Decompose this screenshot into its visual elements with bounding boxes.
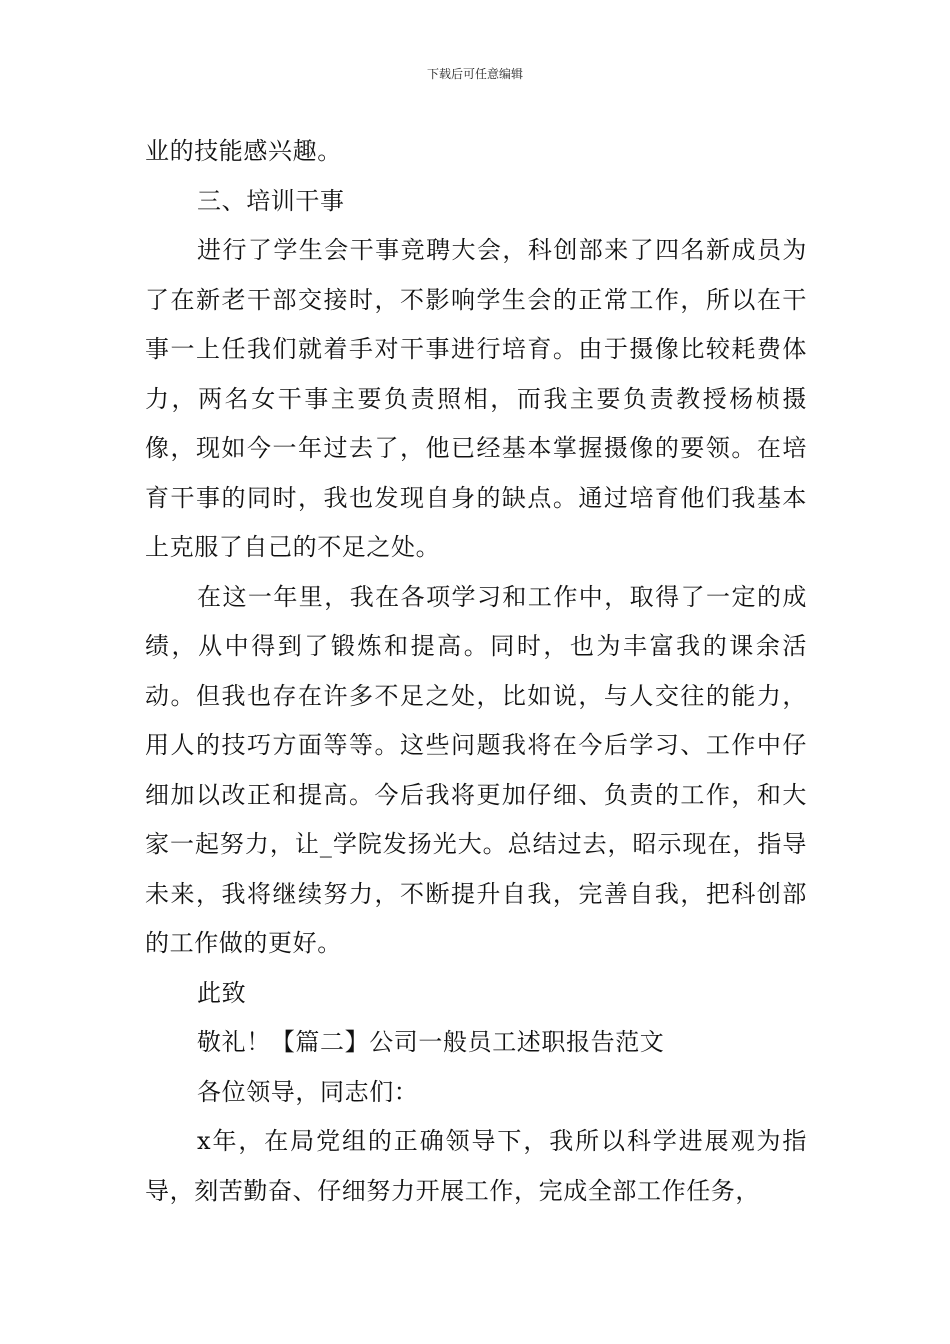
document-body bbox=[145, 127, 807, 1216]
page-header: 下载后可任意编辑 bbox=[426, 67, 523, 81]
paragraph-report-intro: x年，在局党组的正确领导下，我所以科学进展观为指导，刻苦勤奋、仔细努力开展工作，完成全部工作任务， bbox=[145, 1127, 807, 1205]
closing-salutation: 此致 bbox=[197, 978, 247, 1007]
greeting-line: 各位领导，同志们： bbox=[197, 1077, 419, 1106]
paragraph-continuation: 业的技能感兴趣。 bbox=[145, 137, 342, 165]
paragraph-training: 进行了学生会干事竞聘大会，科创部来了四名新成员为了在新老干部交接时，不影响学生会的正常工作，所以在干事一上任我们就着手对干事进行培育。由于摄像比较耗费体力，两名女干事主要负责照相，而我主要负责教授杨桢摄像，现如今一年过去了，他已经基本掌握摄像的要领。在培育干事的同时，我也发现自身的缺点。通过培育他们我基本上克服了自己的不足之处。 bbox=[145, 236, 807, 561]
section-heading: 三、培训干事 bbox=[197, 186, 345, 215]
closing-regards-and-title: 敬礼！【篇二】公司一般员工述职报告范文 bbox=[197, 1028, 665, 1056]
paragraph-summary: 在这一年里，我在各项学习和工作中，取得了一定的成绩，从中得到了锻炼和提高。同时，也为丰富我的课余活动。但我也存在许多不足之处，比如说，与人交往的能力，用人的技巧方面等等。这些问题我将在今后学习、工作中仔细加以改正和提高。今后我将更加仔细、负责的工作，和大家一起努力，让_学院发扬光大。总结过去，昭示现在，指导未来，我将继续努力，不断提升自我，完善自我，把科创部的工作做的更好。 bbox=[145, 582, 807, 957]
